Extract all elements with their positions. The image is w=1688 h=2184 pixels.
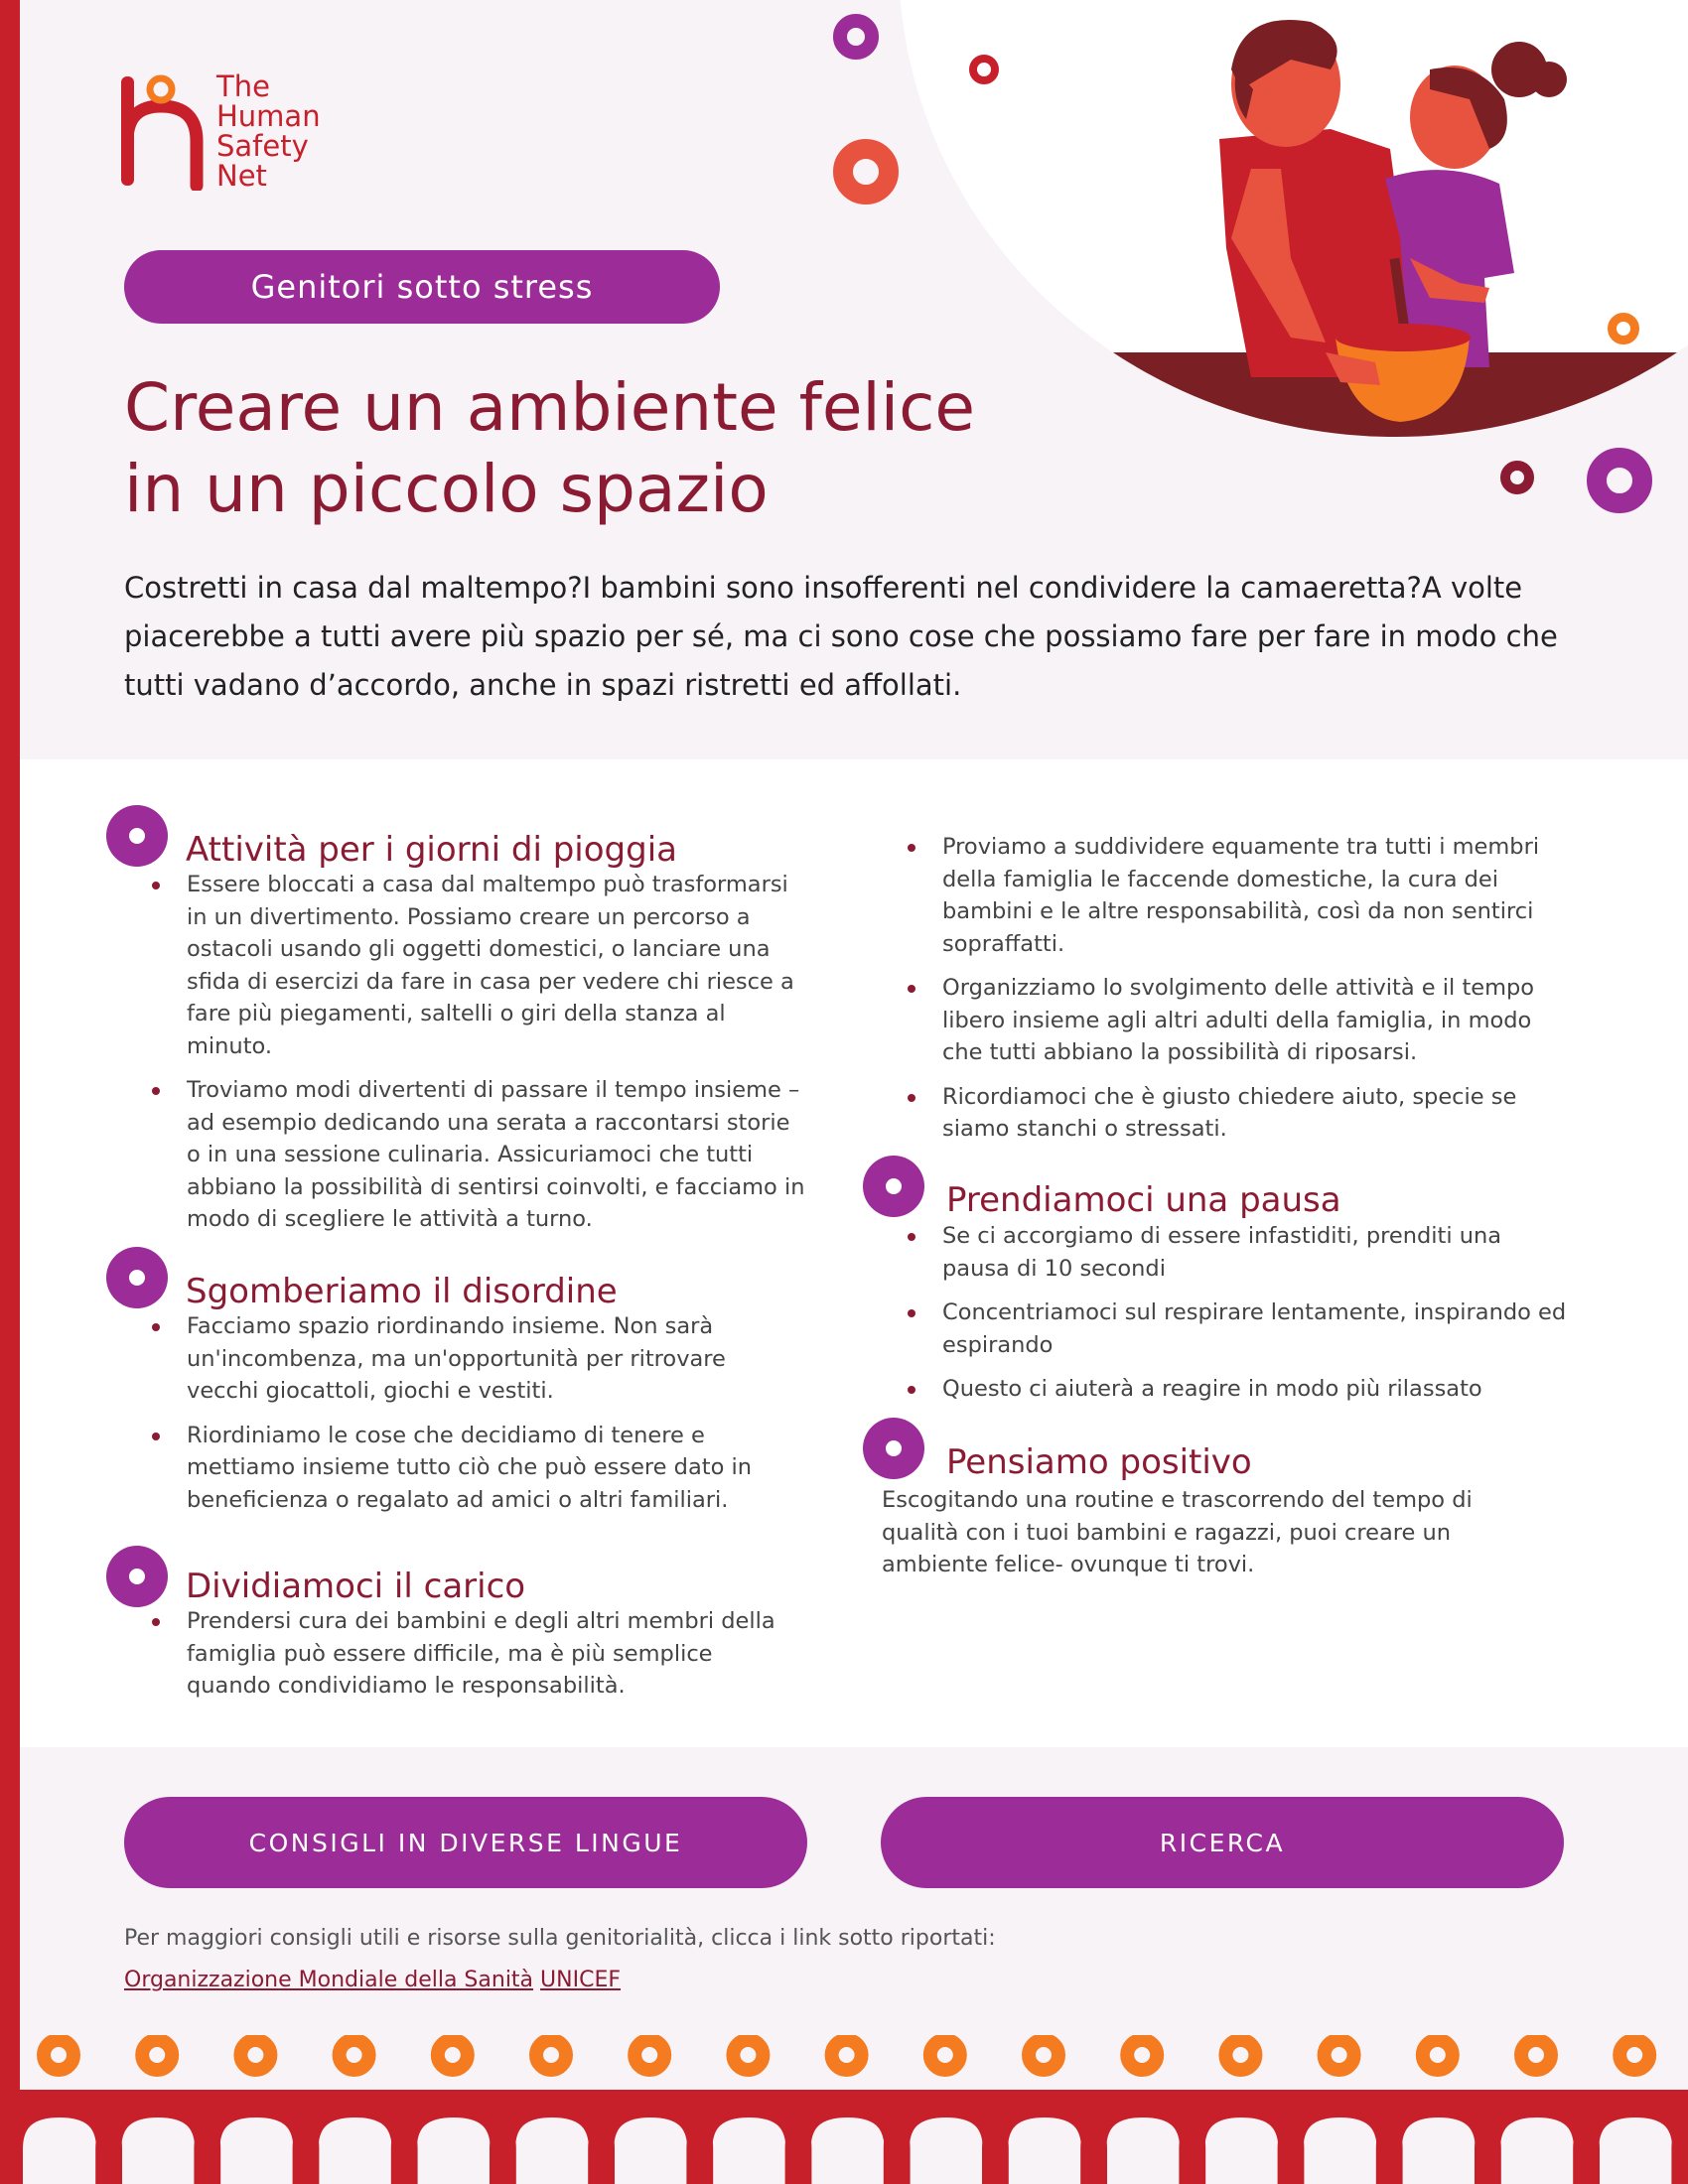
section-marker-icon bbox=[863, 1156, 924, 1217]
left-accent-bar bbox=[0, 0, 20, 2184]
decor-arch bbox=[404, 2105, 503, 2184]
decor-dot bbox=[733, 2040, 763, 2070]
section-list bbox=[908, 831, 1573, 1158]
decor-dot bbox=[1521, 2040, 1551, 2070]
list-item: Se ci accorgiamo di essere infastiditi, prenditi una pausa di 10 secondi bbox=[908, 1220, 1573, 1285]
decor-arch bbox=[1291, 2105, 1390, 2184]
list-item: Essere bloccati a casa dal maltempo può trasformarsi in un divertimento. Possiamo creare un percorso a ostacoli usando gli oggetti domestici, o lanciare una sfida di esercizi da fare in casa per vedere chi riesce a fare più piegamenti, saltelli o giri della stanza al minuto. bbox=[152, 869, 807, 1062]
decor-arch bbox=[897, 2105, 996, 2184]
decor-ring bbox=[1608, 313, 1639, 344]
section-title: Prendiamoci una pausa bbox=[946, 1180, 1341, 1220]
decor-ring bbox=[833, 139, 899, 205]
decor-dot bbox=[240, 2040, 270, 2070]
decor-arch bbox=[10, 2105, 109, 2184]
decor-dot bbox=[1423, 2040, 1453, 2070]
decor-arch bbox=[1093, 2105, 1193, 2184]
section-list bbox=[152, 1310, 787, 1528]
section-list bbox=[152, 1605, 787, 1714]
section-title: Dividiamoci il carico bbox=[186, 1567, 526, 1606]
decor-arch bbox=[1487, 2105, 1587, 2184]
page-title bbox=[124, 367, 1117, 530]
section-title: Sgomberiamo il disordine bbox=[186, 1272, 618, 1311]
decor-dot bbox=[340, 2040, 369, 2070]
section-list bbox=[152, 869, 807, 1248]
decor-dot bbox=[1225, 2040, 1255, 2070]
decor-arch bbox=[699, 2105, 798, 2184]
list-item: Questo ci aiuterà a reagire in modo più rilassato bbox=[908, 1373, 1573, 1406]
decor-dot bbox=[1619, 2040, 1649, 2070]
decor-dot bbox=[44, 2040, 73, 2070]
decor-dot bbox=[142, 2040, 172, 2070]
list-item: Concentriamoci sul respirare lentamente, inspirando ed espirando bbox=[908, 1297, 1573, 1361]
list-item: Riordiniamo le cose che decidiamo di tenere e mettiamo insieme tutto ciò che può essere dato in beneficienza o regalato ad amici o altri familiari. bbox=[152, 1420, 787, 1517]
list-item: Ricordiamoci che è giusto chiedere aiuto, specie se siamo stanchi o stressati. bbox=[908, 1081, 1573, 1146]
logo-line: The bbox=[216, 69, 270, 103]
list-item: Prendersi cura dei bambini e degli altri membri della famiglia può essere difficile, ma è più semplice quando condividiamo le responsabilità. bbox=[152, 1605, 787, 1703]
decor-arch bbox=[306, 2105, 405, 2184]
decor-dot bbox=[634, 2040, 664, 2070]
footer-links bbox=[124, 1968, 621, 1992]
section-list bbox=[908, 1220, 1573, 1418]
decor-ring bbox=[1587, 448, 1652, 513]
list-item: Organizziamo lo svolgimento delle attività e il tempo libero insieme agli altri adulti della famiglia, in modo che tutti abbiano la possibilità di riposarsi. bbox=[908, 972, 1573, 1069]
research-button[interactable]: RICERCA bbox=[881, 1797, 1564, 1888]
section-title: Pensiamo positivo bbox=[946, 1442, 1252, 1482]
list-item: Troviamo modi divertenti di passare il tempo insieme – ad esempio dedicando una serata a raccontarsi storie o in una sessione culinaria. Assicuriamoci che tutti abbiano la possibilità di sentirsi coinvolti, e facciamo in modo di scegliere le attività a turno. bbox=[152, 1074, 807, 1236]
decor-arch bbox=[798, 2105, 898, 2184]
decor-arch bbox=[1389, 2105, 1488, 2184]
decor-arch bbox=[995, 2105, 1094, 2184]
languages-button[interactable]: CONSIGLI IN DIVERSE LINGUE bbox=[124, 1797, 807, 1888]
section-marker-icon bbox=[106, 1546, 168, 1607]
decor-arch bbox=[1684, 2105, 1688, 2184]
decor-dot bbox=[930, 2040, 960, 2070]
decor-arch bbox=[1192, 2105, 1291, 2184]
title-line: Creare un ambiente felice bbox=[124, 369, 976, 446]
decor-arch bbox=[1586, 2105, 1685, 2184]
logo-wordmark bbox=[216, 71, 321, 191]
decor-ring bbox=[833, 14, 879, 60]
decor-dot bbox=[536, 2040, 566, 2070]
decor-ring bbox=[969, 55, 999, 84]
logo-line: Human bbox=[216, 99, 321, 133]
list-item: Facciamo spazio riordinando insieme. Non sarà un'incombenza, ma un'opportunità per ritrovare vecchi giocattoli, giochi e vestiti. bbox=[152, 1310, 787, 1408]
section-marker-icon bbox=[863, 1418, 924, 1479]
decor-arch bbox=[207, 2105, 306, 2184]
decor-dot bbox=[832, 2040, 862, 2070]
who-link[interactable]: Organizzazione Mondiale della Sanità bbox=[124, 1968, 534, 1992]
logo-line: Safety bbox=[216, 129, 309, 163]
bottom-decorative-border bbox=[0, 2035, 1688, 2184]
section-marker-icon bbox=[106, 805, 168, 867]
decor-dot bbox=[1029, 2040, 1058, 2070]
logo-line: Net bbox=[216, 159, 267, 193]
decor-arch bbox=[108, 2105, 208, 2184]
intro-paragraph: Costretti in casa dal maltempo?I bambini sono insofferenti nel condividere la camaeretta?A volte piacerebbe a tutti avere più spazio per sé, ma ci sono cose che possiamo fare per fare in modo che tutti vadano d’accordo, anche in spazi ristretti ed affollati. bbox=[124, 571, 1558, 702]
section-paragraph: Escogitando una routine e trascorrendo del tempo di qualità con i tuoi bambini e ragazzi, puoi creare un ambiente felice- ovunque ti trovi. bbox=[882, 1487, 1473, 1577]
title-line: in un piccolo spazio bbox=[124, 451, 769, 527]
section-title: Attività per i giorni di pioggia bbox=[186, 830, 677, 870]
decor-arch bbox=[502, 2105, 602, 2184]
human-safety-net-logo-icon bbox=[121, 71, 211, 191]
list-item: Proviamo a suddividere equamente tra tutti i membri della famiglia le faccende domestiche, la cura dei bambini e le altre responsabilità, così da non sentirci sopraffatti. bbox=[908, 831, 1573, 960]
section-marker-icon bbox=[106, 1247, 168, 1308]
decor-dot bbox=[1325, 2040, 1354, 2070]
category-badge: Genitori sotto stress bbox=[124, 250, 720, 324]
unicef-link[interactable]: UNICEF bbox=[540, 1968, 622, 1992]
decor-dot bbox=[438, 2040, 468, 2070]
decor-dot bbox=[1127, 2040, 1157, 2070]
decor-arch bbox=[601, 2105, 700, 2184]
footer-note: Per maggiori consigli utili e risorse sulla genitorialità, clicca i link sotto riportati: bbox=[124, 1926, 996, 1951]
decor-ring bbox=[1500, 461, 1534, 494]
